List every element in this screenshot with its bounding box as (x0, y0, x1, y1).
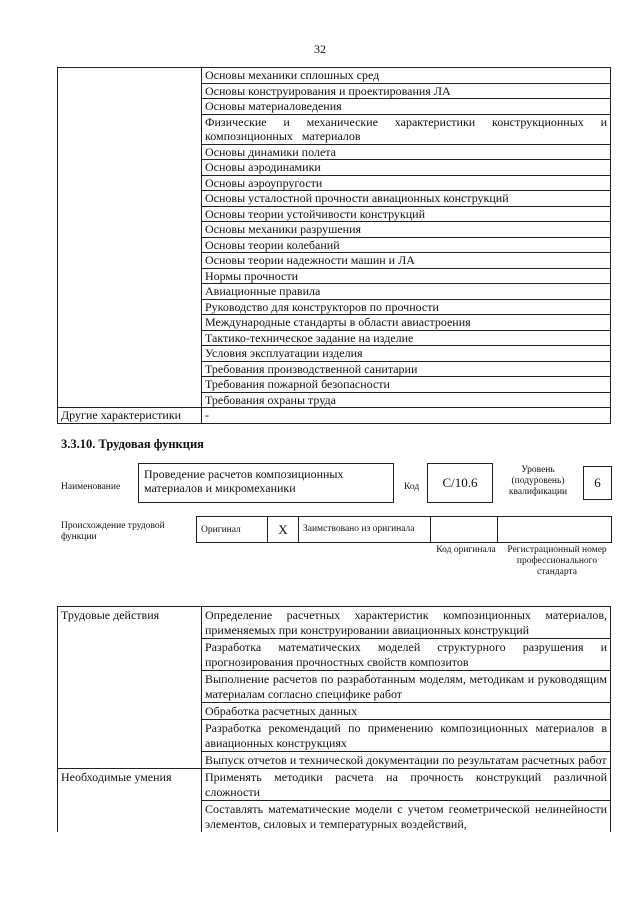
function-table (57, 606, 611, 832)
level-label: Уровень (подуровень) квалификации (508, 465, 568, 497)
knowledge-item: Основы аэроупругости (202, 175, 611, 191)
knowledge-item: Основы теории надежности машин и ЛА (202, 253, 611, 269)
section-title: 3.3.10. Трудовая функция (61, 437, 204, 451)
knowledge-item: Основы конструирования и проектирования ЛА (202, 83, 611, 99)
knowledge-item: Руководство для конструкторов по прочности (202, 299, 611, 315)
knowledge-row (58, 68, 611, 84)
knowledge-item: Условия эксплуатации изделия (202, 346, 611, 362)
page-number: 32 (314, 42, 326, 56)
knowledge-item: Основы теории колебаний (202, 237, 611, 253)
labor-action-item: Выпуск отчетов и технической документации по результатам расчетных работ (202, 752, 611, 769)
other-characteristics-value: - (202, 408, 611, 424)
knowledge-item: Физические и механические характеристики конструкционных и композиционных материалов (202, 114, 611, 144)
level-box: 6 (583, 466, 612, 500)
labor-action-item: Разработка математических моделей структурного разрушения и прогнозирования прочностных свойств композитов (202, 639, 611, 671)
knowledge-item: Требования пожарной безопасности (202, 377, 611, 393)
labor-action-item: Определение расчетных характеристик композиционных материалов, применяемых при конструировании авиационных конструкций (202, 607, 611, 639)
reg-number-caption: Регистрационный номер профессионального стандарта (507, 545, 607, 577)
origin-reg-cell (498, 517, 612, 543)
knowledge-item: Основы усталостной прочности авиационных конструкций (202, 191, 611, 207)
knowledge-table (57, 67, 611, 424)
knowledge-item: Авиационные правила (202, 284, 611, 300)
origin-original-cell (197, 517, 268, 543)
knowledge-item: Нормы прочности (202, 268, 611, 284)
knowledge-item: Международные стандарты в области авиастроения (202, 315, 611, 331)
labor-action-item: Разработка рекомендаций по применению композиционных материалов в авиационных конструкциях (202, 720, 611, 752)
knowledge-item: Тактико-техническое задание на изделие (202, 330, 611, 346)
knowledge-item: Основы материаловедения (202, 99, 611, 115)
knowledge-item: Основы теории устойчивости конструкций (202, 206, 611, 222)
origin-label: Происхождение трудовой функции (61, 521, 165, 542)
required-skill-item: Применять методики расчета на прочность конструкций различной сложности (202, 769, 611, 801)
knowledge-label-cell (58, 68, 202, 408)
other-characteristics-label: Другие характеристики (58, 408, 202, 424)
code-box: С/10.6 (427, 463, 493, 503)
knowledge-item: Основы механики сплошных сред (202, 68, 611, 84)
labor-action-row (58, 607, 611, 639)
labor-action-item: Обработка расчетных данных (202, 703, 611, 720)
origin-borrowed: Заимствовано из оригинала (299, 517, 431, 543)
labor-action-label: Трудовые действия (58, 607, 202, 769)
knowledge-item: Основы аэродинамики (202, 160, 611, 176)
labor-action-item: Выполнение расчетов по разработанным моделям, методикам и руководящим материалам согласно специфике работ (202, 671, 611, 703)
code-label: Код (404, 482, 420, 492)
origin-table (196, 516, 612, 543)
name-label: Наименование (61, 482, 121, 492)
knowledge-item: Требования охраны труда (202, 392, 611, 408)
origin-mark: X (268, 517, 299, 543)
required-skill-row (58, 769, 611, 801)
function-name-box: Проведение расчетов композиционных материалов и микромеханики (138, 463, 394, 503)
required-skill-label: Необходимые умения (58, 769, 202, 833)
knowledge-item: Требования производственной санитарии (202, 361, 611, 377)
origin-original-label: Оригинал (201, 524, 241, 535)
code-origin-caption: Код оригинала (436, 545, 496, 555)
knowledge-item: Основы механики разрушения (202, 222, 611, 238)
other-characteristics-row (58, 408, 611, 424)
required-skill-item: Составлять математические модели с учетом геометрической нелинейности элементов, силовых и температурных воздействий, (202, 801, 611, 833)
origin-code-cell (431, 517, 498, 543)
knowledge-item: Основы динамики полета (202, 144, 611, 160)
